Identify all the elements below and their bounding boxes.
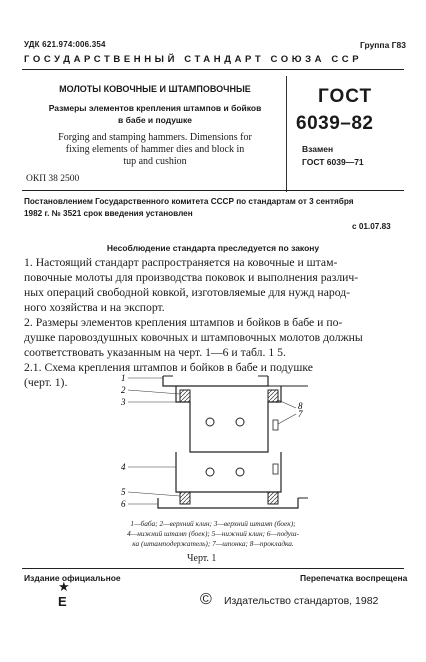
lower-die xyxy=(176,452,281,492)
lower-wedge xyxy=(180,492,278,504)
replaces-label: Взамен xyxy=(302,144,334,154)
subtitle-en-line-3: tup and cushion xyxy=(123,156,187,167)
subtitle-en-line-1: Forging and stamping hammers. Dimensions for xyxy=(58,132,252,143)
figure-number: Черт. 1 xyxy=(187,553,217,564)
body-line: повочные молоты для производства поковок и выполнения различ- xyxy=(24,271,359,284)
subtitle-en-line-2: fixing elements of hammer dies and block in xyxy=(65,144,245,155)
figure-label: 5 xyxy=(121,487,126,497)
udk-code: УДК 621.974:006.354 xyxy=(24,40,106,49)
decree-line-1: Постановлением Государственного комитета СССР по стандартам от 3 сентября xyxy=(24,197,354,206)
middle-rule xyxy=(22,190,404,191)
die-fixing-drawing xyxy=(118,372,328,512)
copyright-icon: © xyxy=(200,591,212,608)
publisher-copyright: Издательство стандартов, 1982 xyxy=(224,595,379,607)
figure-label: 3 xyxy=(121,397,126,407)
body-line: 1. Настоящий стандарт распространяется на ковочные и штам- xyxy=(24,256,338,269)
body-line: ных операций свободной ковкой, изготовляемые для нужд народ- xyxy=(24,286,351,299)
decree-date: с 01.07.83 xyxy=(352,222,391,231)
group-code: Группа Г83 xyxy=(360,40,406,50)
figure-label: 6 xyxy=(121,499,126,509)
okp-code: ОКП 38 2500 xyxy=(26,174,80,184)
official-edition: Издание официальное xyxy=(24,573,121,583)
figure-caption-line-2: 4—нижний штамп (боек); 5—нижний клин; 6—подуш- xyxy=(127,529,299,538)
e-mark-icon: E xyxy=(58,594,67,609)
figure-label: 1 xyxy=(121,373,126,383)
figure-label: 2 xyxy=(121,385,126,395)
body-line: душке паровоздушных ковочных и штамповочных молотов должны xyxy=(24,331,363,344)
body-line: соответствовать указанным на черт. 1—6 и табл. 1 5. xyxy=(24,346,286,359)
figure-caption-line-3: ка (штамподержатель); 7—шпонка; 8—прокладка. xyxy=(132,539,294,548)
body-line: ного хозяйства и на экспорт. xyxy=(24,301,165,314)
body-line: 2. Размеры элементов крепления штампов и бойков в бабе и по- xyxy=(24,316,343,329)
body-line: 2.1. Схема крепления штампов и бойков в бабе и подушке xyxy=(24,361,313,374)
upper-die xyxy=(176,386,281,452)
upper-wedge xyxy=(180,390,278,402)
star-icon: ★ xyxy=(58,579,70,594)
subtitle-ru-line-1: Размеры элементов крепления штампов и бойков xyxy=(48,103,262,113)
title-block xyxy=(24,76,287,166)
standard-banner: ГОСУДАРСТВЕННЫЙ СТАНДАРТ СОЮЗА ССР xyxy=(24,54,363,65)
tup-outline xyxy=(163,376,308,386)
figure-label: 7 xyxy=(298,409,303,419)
decree-line-2: 1982 г. № 3521 срок введения установлен xyxy=(24,209,193,218)
bottom-rule xyxy=(22,568,404,569)
replaces-value: ГОСТ 6039—71 xyxy=(302,157,364,167)
gost-number: 6039–82 xyxy=(296,113,374,134)
title-ru: МОЛОТЫ КОВОЧНЫЕ И ШТАМПОВОЧНЫЕ xyxy=(59,84,251,94)
gost-label: ГОСТ xyxy=(318,86,373,107)
okp-block xyxy=(24,166,287,192)
top-rule xyxy=(22,69,404,70)
law-notice: Несоблюдение стандарта преследуется по закону xyxy=(106,243,320,253)
figure-label: 4 xyxy=(121,462,126,472)
figure-caption-line-1: 1—баба; 2—верхний клин; 3—верхний штамп (боек); xyxy=(130,519,296,528)
body-line: (черт. 1). xyxy=(24,376,68,389)
figure-label: 8 xyxy=(298,401,303,411)
subtitle-ru-line-2: в бабе и подушке xyxy=(118,115,192,125)
reprint-notice: Перепечатка воспрещена xyxy=(300,573,408,583)
